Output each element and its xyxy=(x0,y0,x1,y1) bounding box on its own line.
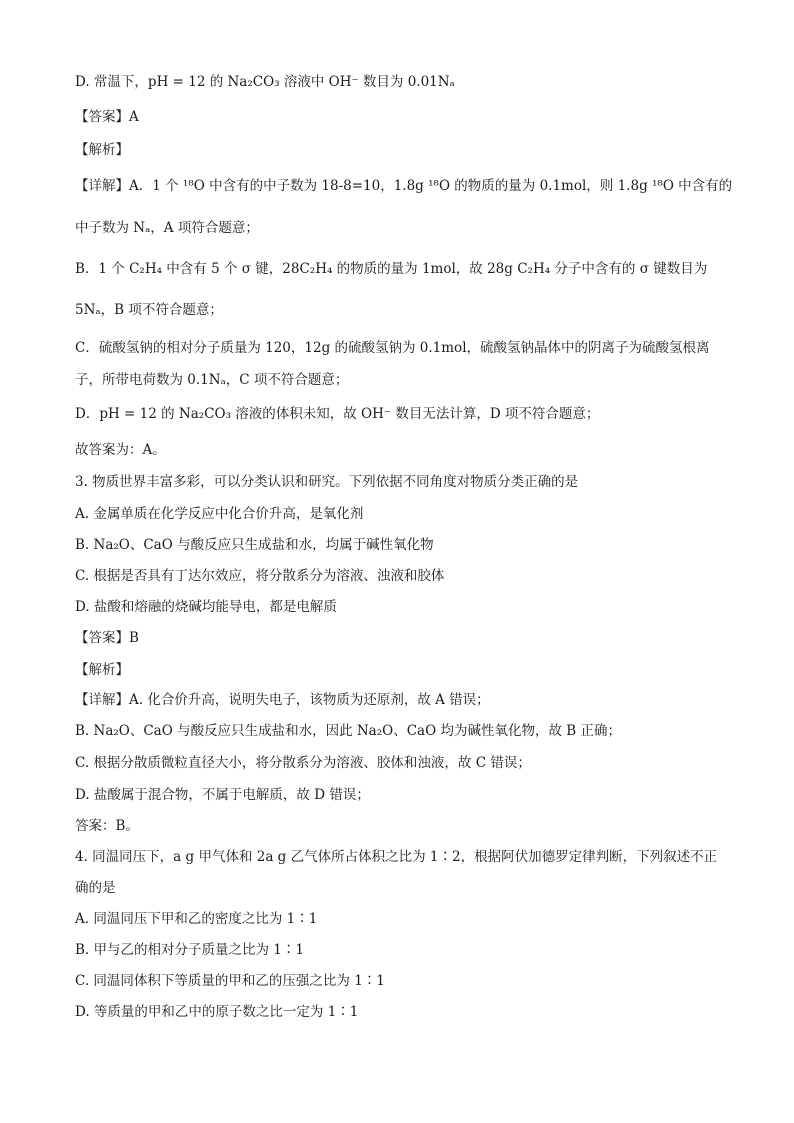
analysis-label-q2: 【解析】 xyxy=(75,142,129,158)
answer-label-q3: 【答案】B xyxy=(75,630,139,646)
question-4-stem-line2: 确的是 xyxy=(75,880,116,896)
conclusion-q2: 故答案为：A。 xyxy=(75,442,166,458)
question-3-option-a: A. 金属单质在化学反应中化合价升高，是氧化剂 xyxy=(75,506,364,522)
question-3-stem: 3. 物质世界丰富多彩，可以分类认识和研究。下列依据不同角度对物质分类正确的是 xyxy=(75,474,579,490)
detail-c-q3: C. 根据分散质微粒直径大小，将分散系分为溶液、胶体和浊液，故 C 错误； xyxy=(75,755,531,771)
question-3-option-c: C. 根据是否具有丁达尔效应，将分散系分为溶液、浊液和胶体 xyxy=(75,568,445,584)
detail-b-q2-line1: B．1 个 C₂H₄ 中含有 5 个 σ 键，28C₂H₄ 的物质的量为 1mol，故 28g C₂H₄ 分子中含有的 σ 键数目为 xyxy=(75,261,708,277)
detail-a-q2-line1: 【详解】A．1 个 ¹⁸O 中含有的中子数为 18-8=10，1.8g ¹⁸O 的物质的量为 0.1mol，则 1.8g ¹⁸O 中含有的 xyxy=(75,178,733,194)
detail-c-q2-line1: C．硫酸氢钠的相对分子质量为 120，12g 的硫酸氢钠为 0.1mol，硫酸氢钠晶体中的阴离子为硫酸氢根离 xyxy=(75,340,710,356)
detail-a-q3: 【详解】A. 化合价升高，说明失电子，该物质为还原剂，故 A 错误； xyxy=(75,692,490,708)
question-4-option-d: D. 等质量的甲和乙中的原子数之比一定为 1∶1 xyxy=(75,1004,359,1020)
answer-label-q2: 【答案】A xyxy=(75,109,139,125)
question-4-option-b: B. 甲与乙的相对分子质量之比为 1∶1 xyxy=(75,942,304,958)
detail-d-q3: D. 盐酸属于混合物，不属于电解质，故 D 错误； xyxy=(75,787,370,803)
question-4-stem-line1: 4. 同温同压下，a g 甲气体和 2a g 乙气体所占体积之比为 1∶2，根据阿伏加德罗定律判断，下列叙述不正 xyxy=(75,849,718,865)
analysis-label-q3: 【解析】 xyxy=(75,662,129,678)
detail-b-q2-line2: 5Nₐ，B 项不符合题意； xyxy=(75,302,223,318)
detail-a-q2-line2: 中子数为 Nₐ，A 项符合题意； xyxy=(75,220,259,236)
option-d-q2: D. 常温下，pH = 12 的 Na₂CO₃ 溶液中 OH⁻ 数目为 0.01Nₐ xyxy=(75,74,455,90)
conclusion-q3: 答案：B。 xyxy=(75,818,139,834)
detail-b-q3: B. Na₂O、CaO 与酸反应只生成盐和水，因此 Na₂O、CaO 均为碱性氧化物，故 B 正确； xyxy=(75,723,621,739)
detail-c-q2-line2: 子，所带电荷数为 0.1Nₐ，C 项不符合题意； xyxy=(75,372,349,388)
question-4-option-a: A. 同温同压下甲和乙的密度之比为 1∶1 xyxy=(75,911,318,927)
question-3-option-b: B. Na₂O、CaO 与酸反应只生成盐和水，均属于碱性氧化物 xyxy=(75,537,434,553)
detail-d-q2: D．pH = 12 的 Na₂CO₃ 溶液的体积未知，故 OH⁻ 数目无法计算，D 项不符合题意； xyxy=(75,406,600,422)
question-3-option-d: D. 盐酸和熔融的烧碱均能导电，都是电解质 xyxy=(75,599,337,615)
question-4-option-c: C. 同温同体积下等质量的甲和乙的压强之比为 1∶1 xyxy=(75,973,385,989)
